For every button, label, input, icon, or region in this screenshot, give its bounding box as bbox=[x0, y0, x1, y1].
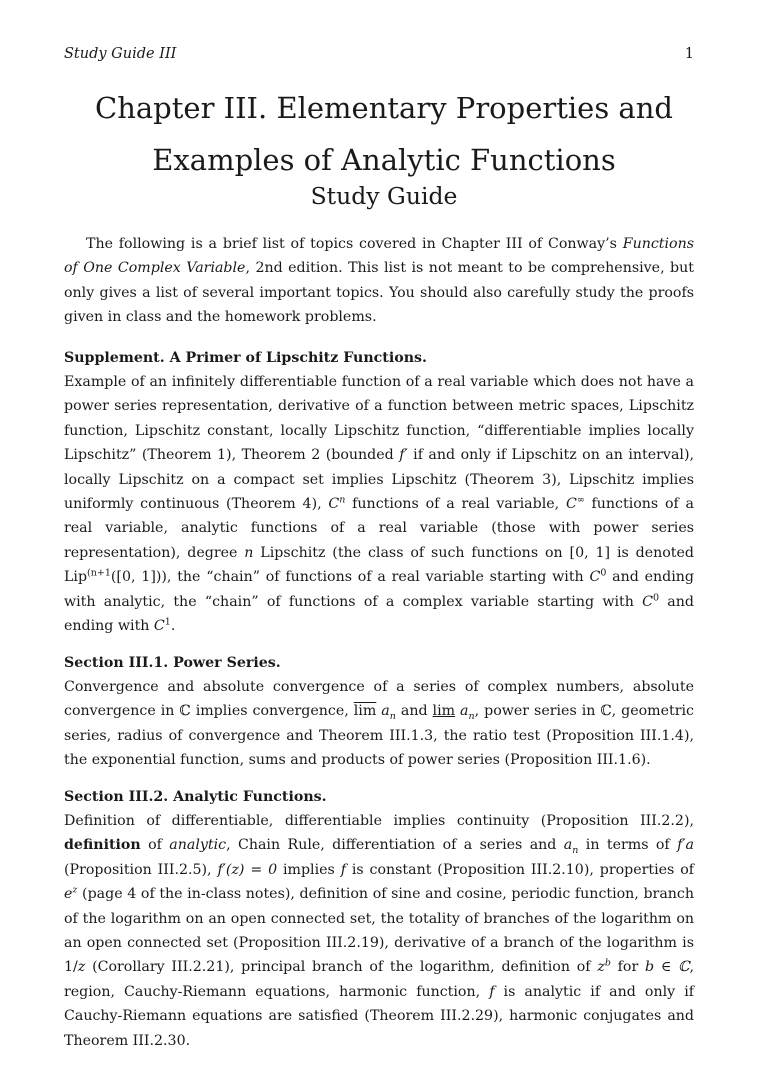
section-1-heading: Section III.1. Power Series. bbox=[64, 654, 281, 671]
section-1-body: Convergence and absolute convergence of a series of complex numbers, absolute convergence in ℂ implies convergence, $\overline{lim}$ $a_n$ and $\lim a_n$, power series in ℂ, geometric series, radius of convergence and Theorem III.1.3, the ratio test (Proposition III.1.4), the exponential function, sums and products of power series (Proposition III.1.6). bbox=[64, 678, 694, 769]
intro-paragraph: The following is a brief list of topics covered in Chapter III of Conway’s Functions of One Complex Variable, 2nd edition. This list is not meant to be comprehensive, but only gives a list of several important topics. You should also carefully study the proofs given in class and the homework problems. bbox=[64, 236, 694, 326]
document-body bbox=[64, 232, 694, 1065]
running-header bbox=[64, 46, 694, 62]
section-2-heading: Section III.2. Analytic Functions. bbox=[64, 788, 327, 805]
supplement-body: Example of an infinitely differentiable function of a real variable which does not have a power series representation, derivative of a function between metric spaces, Lipschitz function, Lipschitz constant, locally Lipschitz function, “differentiable implies locally Lipschitz” (Theorem 1), Theorem 2 (bounded f′ if and only if Lipschitz on an interval), locally Lipschitz on a compact set implies Lipschitz (Theorem 3), Lipschitz implies uniformly continuous (Theorem 4), $C^n$ functions of a real variable, C∞ functions of a real variable, analytic functions of a real variable (those with power series representation), degree n Lipschitz (the class of such functions on [0, 1] is denoted Lip$^{(n+1}$([0, 1])), the “chain” of functions of a real variable starting with $C^0$ and ending with analytic, the “chain” of functions of a complex variable starting with $C^0$ and ending with $C^1$. bbox=[64, 374, 695, 635]
section-2-body: Definition of differentiable, differentiable implies continuity (Proposition III.2.2), definition of analytic, Chain Rule, differentiation of a series and $a_n$ in terms of f′a (Proposition III.2.5), f′(z) = 0 implies f is constant (Proposition III.2.10), properties of $e^z$ (page 4 of the in-class notes), definition of sine and cosine, periodic function, branch of the logarithm on an open connected set, the totality of branches of the logarithm on an open connected set (Proposition III.2.19), derivative of a branch of the logarithm is 1/z (Corollary III.2.21), principal branch of the logarithm, definition of $z^b$ for b ∈ ℂ, region, Cauchy-Riemann equations, harmonic function, f is analytic if and only if Cauchy-Riemann equations are satisfied (Theorem III.2.29), harmonic conjugates and Theorem III.2.30. bbox=[64, 812, 695, 1049]
supplement-heading: Supplement. A Primer of Lipschitz Functions. bbox=[64, 349, 427, 366]
liminf-symbol: lim bbox=[432, 703, 456, 720]
limsup-symbol: $\overline{lim}$ bbox=[353, 703, 377, 720]
chapter-title: Chapter III. Elementary Properties and Examples of Analytic Functions bbox=[95, 91, 673, 177]
chapter-subtitle: Study Guide bbox=[310, 182, 458, 210]
running-title: Study Guide III bbox=[64, 46, 177, 62]
page-number: 1 bbox=[684, 46, 694, 62]
book-title: Functions of One Complex Variable bbox=[64, 236, 694, 277]
